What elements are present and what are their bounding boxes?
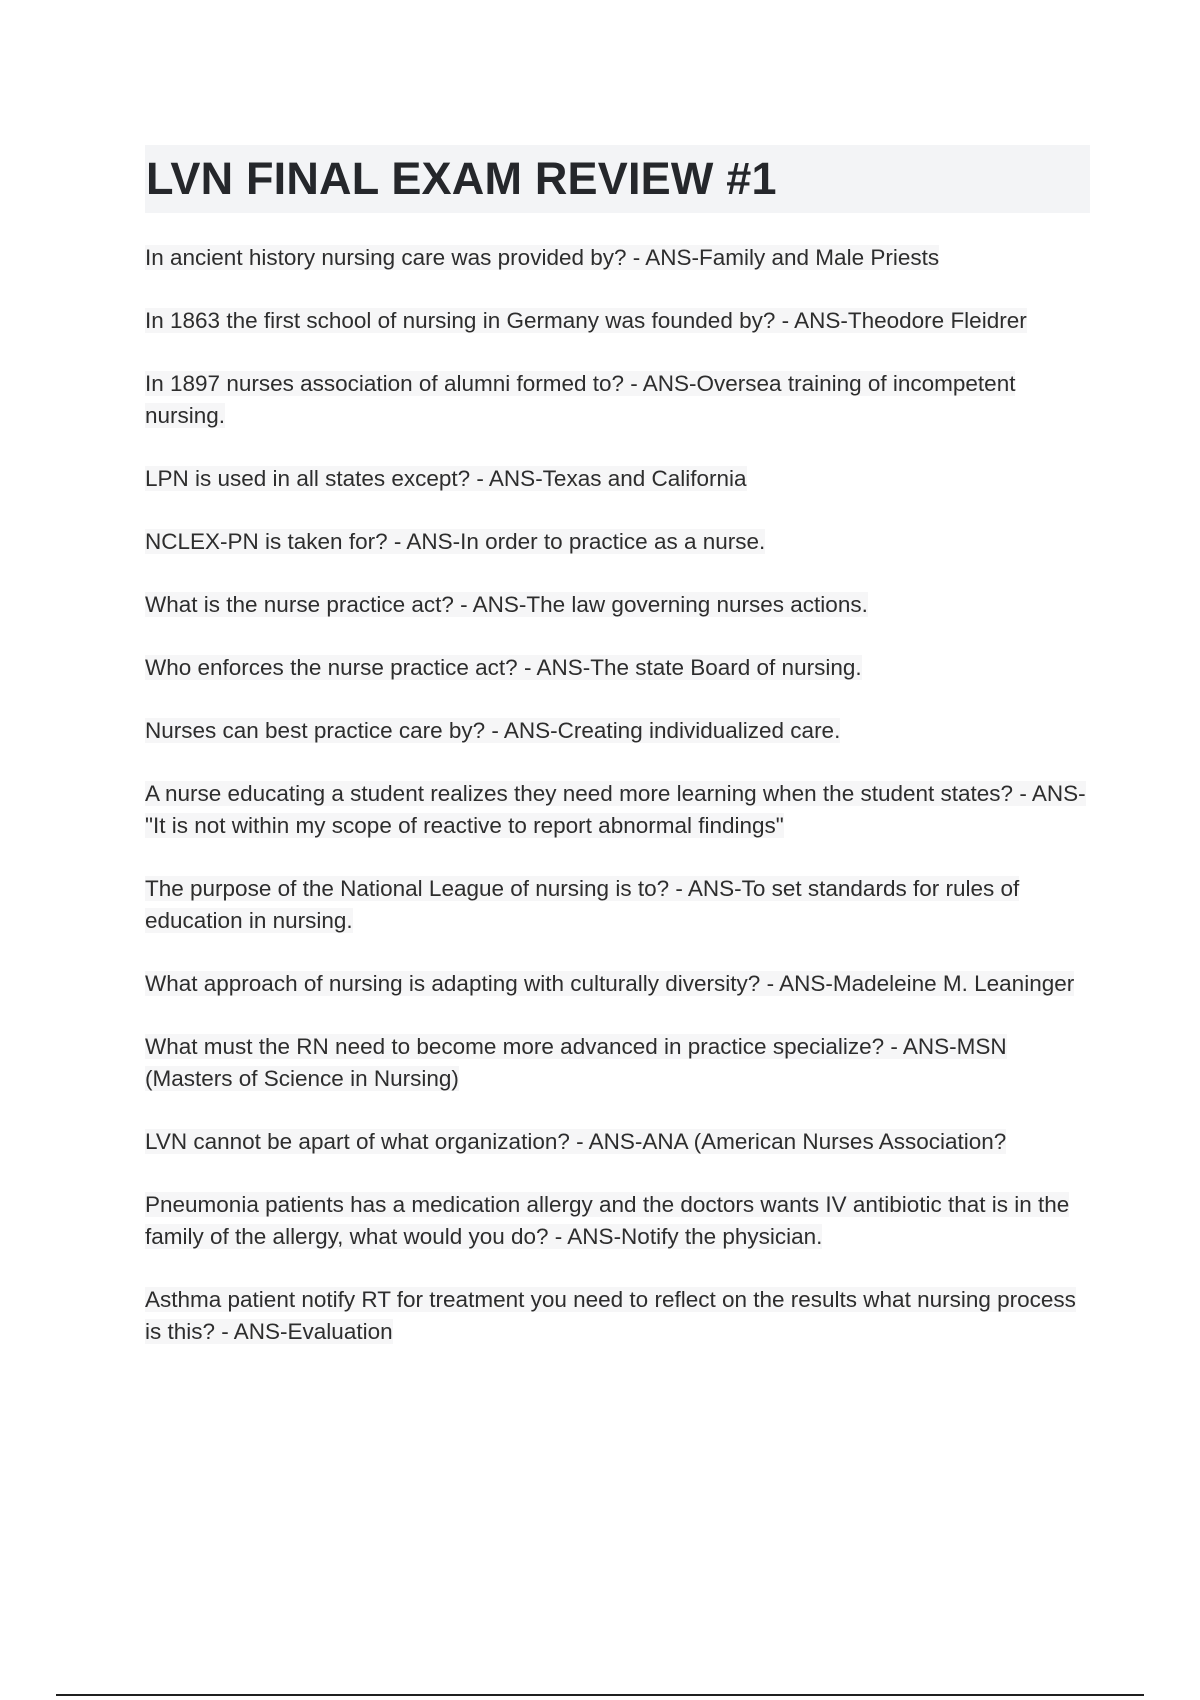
qa-text: LVN cannot be apart of what organization? - ANS-ANA (American Nurses Association? [145,1129,1007,1154]
qa-item [145,242,1090,274]
qa-item [145,968,1090,1000]
qa-item [145,778,1090,842]
page-title: LVN FINAL EXAM REVIEW #1 [146,153,777,204]
qa-item [145,873,1090,937]
qa-item [145,526,1090,558]
qa-list [145,242,1090,1379]
qa-item [145,1284,1090,1348]
footer-divider [56,1694,1144,1696]
qa-text: The purpose of the National League of nursing is to? - ANS-To set standards for rules of education in nursing. [145,876,1020,933]
qa-item [145,368,1090,432]
qa-text: What is the nurse practice act? - ANS-The law governing nurses actions. [145,592,868,617]
qa-item [145,1031,1090,1095]
qa-text: Who enforces the nurse practice act? - ANS-The state Board of nursing. [145,655,862,680]
qa-text: LPN is used in all states except? - ANS-Texas and California [145,466,747,491]
qa-text: In ancient history nursing care was provided by? - ANS-Family and Male Priests [145,245,940,270]
qa-text: Nurses can best practice care by? - ANS-Creating individualized care. [145,718,841,743]
qa-item [145,1126,1090,1158]
qa-item [145,652,1090,684]
qa-text: In 1863 the first school of nursing in Germany was founded by? - ANS-Theodore Fleidrer [145,308,1027,333]
qa-text: In 1897 nurses association of alumni formed to? - ANS-Oversea training of incompetent nursing. [145,371,1016,428]
qa-text: A nurse educating a student realizes they need more learning when the student states? - ANS-"It is not within my scope of reactive to report abnormal findings" [145,781,1086,838]
qa-item [145,589,1090,621]
qa-text: What approach of nursing is adapting with culturally diversity? - ANS-Madeleine M. Leaninger [145,971,1075,996]
qa-text: NCLEX-PN is taken for? - ANS-In order to practice as a nurse. [145,529,766,554]
qa-text: Asthma patient notify RT for treatment you need to reflect on the results what nursing process is this? - ANS-Evaluation [145,1287,1076,1344]
qa-item [145,1189,1090,1253]
qa-item [145,305,1090,337]
qa-text: What must the RN need to become more advanced in practice specialize? - ANS-MSN (Masters of Science in Nursing) [145,1034,1007,1091]
qa-item [145,715,1090,747]
qa-text: Pneumonia patients has a medication allergy and the doctors wants IV antibiotic that is in the family of the allergy, what would you do? - ANS-Notify the physician. [145,1192,1070,1249]
qa-item [145,463,1090,495]
